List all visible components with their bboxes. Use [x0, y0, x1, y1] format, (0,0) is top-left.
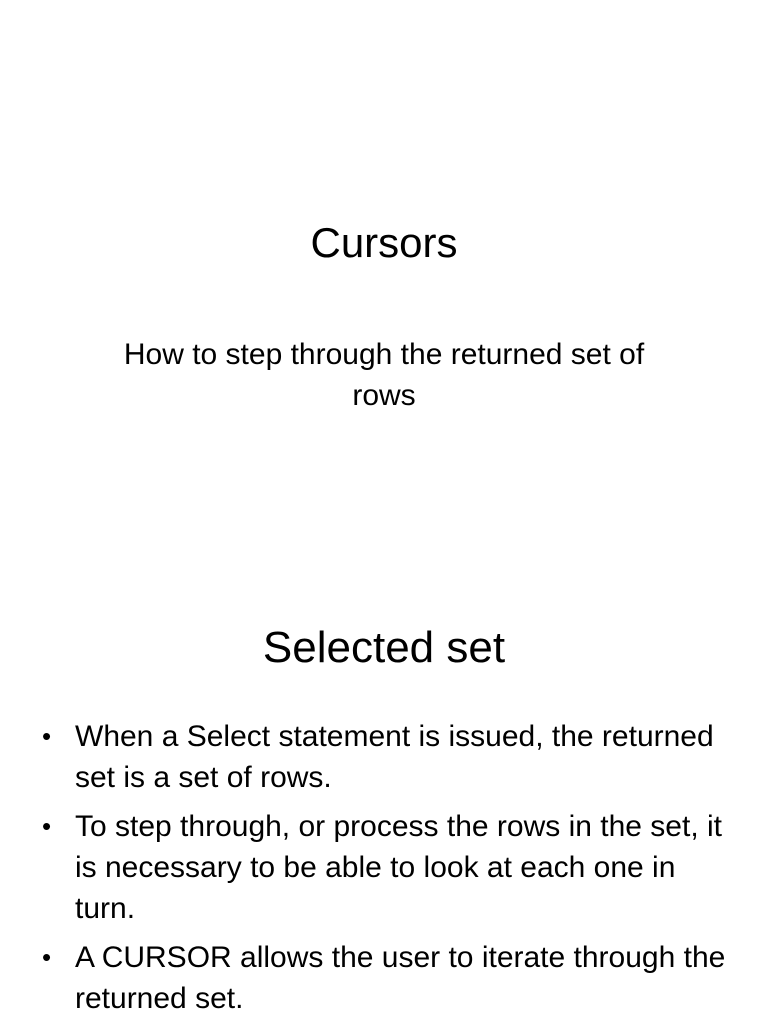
bullet-item: [42, 806, 742, 929]
slide-selected-set: [0, 512, 768, 1024]
slide-title: Cursors: [310, 219, 458, 266]
bullet-dot-icon: •: [42, 721, 52, 751]
bullet-text: A CURSOR allows the user to iterate through the returned set.: [75, 941, 726, 1015]
bullet-list: [42, 716, 742, 1024]
bullet-text: To step through, or process the rows in the set, it is necessary to be able to look at each one in turn.: [75, 810, 722, 925]
bullet-dot-icon: •: [42, 811, 52, 841]
bullet-item: [42, 716, 742, 798]
bullet-item: [42, 937, 742, 1019]
slide-title: Selected set: [262, 623, 506, 672]
slide-subtitle: How to step through the returned set of rows: [123, 338, 645, 412]
bullet-dot-icon: •: [42, 942, 52, 972]
bullet-text: When a Select statement is issued, the returned set is a set of rows.: [75, 720, 714, 794]
